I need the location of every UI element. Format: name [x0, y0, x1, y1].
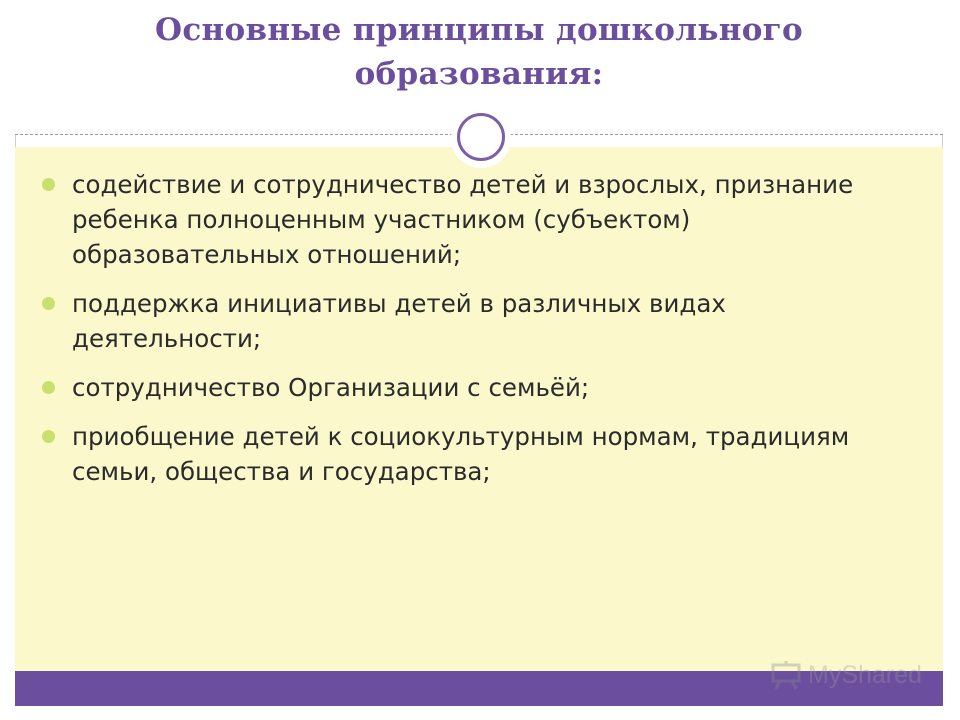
presentation-board-icon [770, 659, 802, 691]
bullet-list [15, 167, 915, 503]
bullet-item [15, 419, 915, 489]
slide-title: Основные принципы дошкольного образования: [155, 12, 803, 92]
bullet-dot-icon [42, 297, 55, 310]
divider-ring-icon [457, 113, 505, 161]
bullet-dot-icon [42, 430, 55, 443]
watermark [770, 657, 930, 693]
bullet-text: сотрудничество Организации с семьёй; [72, 373, 590, 402]
bullet-dot-icon [42, 178, 55, 191]
bullet-text: содействие и сотрудничество детей и взрослых, признание ребенка полноценным участником (субъектом) образовательных отношений; [72, 170, 854, 269]
bullet-item [15, 286, 915, 356]
watermark-text: MyShared [808, 661, 922, 689]
bullet-text: поддержка инициативы детей в различных видах деятельности; [72, 289, 726, 353]
bullet-text: приобщение детей к социокультурным нормам, традициям семьи, общества и государства; [72, 422, 850, 486]
bullet-item [15, 370, 915, 405]
bullet-item [15, 167, 915, 272]
content-area [15, 147, 943, 671]
bullet-dot-icon [42, 381, 55, 394]
